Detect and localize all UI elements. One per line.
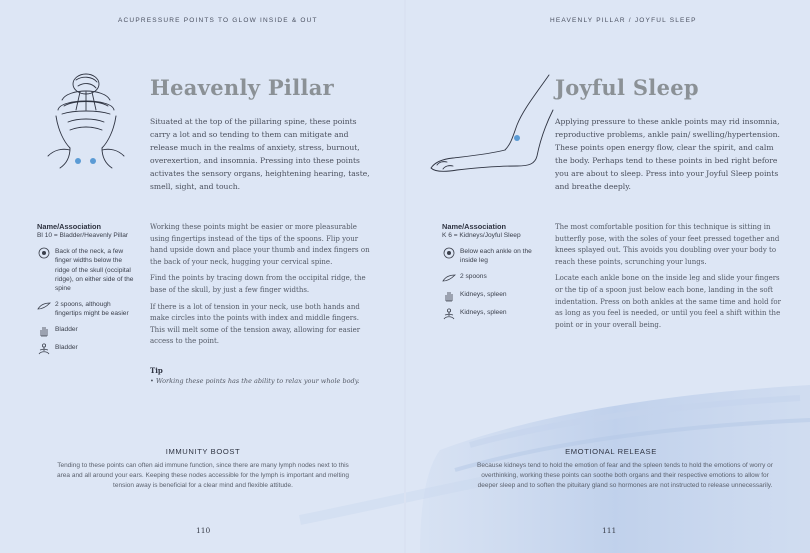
hand-icon bbox=[442, 290, 456, 302]
sidebar-heading: EMOTIONAL RELEASE bbox=[565, 447, 657, 456]
tool-row bbox=[37, 300, 137, 319]
hand-icon bbox=[37, 325, 51, 337]
association-code: K 6 = Kidneys/Joyful Sleep bbox=[442, 232, 521, 240]
organ-row-2 bbox=[442, 308, 542, 320]
tool-row bbox=[442, 272, 542, 284]
head-back-illustration bbox=[40, 70, 132, 170]
association-heading: Name/Association bbox=[37, 222, 102, 231]
association-heading: Name/Association bbox=[442, 222, 507, 231]
target-icon bbox=[37, 247, 51, 259]
foot-illustration bbox=[425, 70, 555, 180]
meditation-icon bbox=[37, 343, 51, 355]
sidebar-text: Tending to these points can often aid immune function, since there are many lymph nodes next to this area and all around your ears. Keeping these nodes accessible for the lymph is important and melting tension away is beneficial for a clear mind and flexible attitude. bbox=[57, 462, 349, 489]
tool-text: 2 spoons bbox=[460, 272, 487, 280]
sidebar-heading: IMMUNITY BOOST bbox=[165, 447, 241, 456]
page-number: 110 bbox=[196, 526, 211, 535]
organ-text-1: Bladder bbox=[55, 325, 78, 333]
organ-row-2 bbox=[37, 343, 137, 355]
body-paragraph: Locate each ankle bone on the inside leg and slide your fingers or the tip of a spoon just below each bone, landing in the soft indentation. Press on both ankles at the same time and hold for as long as you feel is needed, or until you feel a shift within the point or in your overall being. bbox=[555, 274, 781, 329]
page-title: Heavenly Pillar bbox=[150, 75, 335, 100]
body-paragraph: Find the points by tracing down from the occipital ridge, the base of the skull, by just a few finger widths. bbox=[150, 274, 366, 294]
association-panel bbox=[442, 222, 542, 320]
location-row bbox=[442, 247, 542, 266]
organ-row-1 bbox=[37, 325, 137, 337]
body-text bbox=[555, 222, 783, 336]
tool-text: 2 spoons, although fingertips might be easier bbox=[55, 300, 129, 318]
tip-block bbox=[150, 366, 380, 386]
page-number: 111 bbox=[602, 526, 617, 535]
body-paragraph: Working these points might be easier or more pleasurable using fingertips instead of the tips of the spoons. Flip your hand upside down and place your thumb and index fingers on the back of your neck, hugging your cervical spine. bbox=[150, 223, 370, 266]
spoon-icon bbox=[37, 300, 51, 312]
sidebar-text: Because kidneys tend to hold the emotion of fear and the spleen tends to hold the emotions of worry or overthinking, working these points can soothe both organs and their respective emotions to allow for deeper sleep and to soften the pituitary gland so hormones are not instructed to release unnecessarily. bbox=[477, 462, 773, 489]
organ-text-1: Kidneys, spleen bbox=[460, 290, 507, 298]
organ-text-2: Bladder bbox=[55, 343, 78, 351]
location-text: Back of the neck, a few finger widths below the ridge of the skull (occipital ridge), on either side of the spine bbox=[55, 247, 134, 293]
association-panel bbox=[37, 222, 137, 355]
location-row bbox=[37, 247, 137, 294]
running-head: HEAVENLY PILLAR / JOYFUL SLEEP bbox=[550, 17, 697, 24]
organ-row-1 bbox=[442, 290, 542, 302]
intro-text: Applying pressure to these ankle points may rid insomnia, reproductive problems, ankle pain/ swelling/hypertension. These points open energy flow, clear the spirit, and calm the body. Perhaps tend to these points in bed right before you are about to sleep. Press into your Joyful Sleep points and breathe deeply. bbox=[555, 117, 780, 191]
running-head: ACUPRESSURE POINTS TO GLOW INSIDE & OUT bbox=[118, 17, 318, 24]
tip-text: • Working these points has the ability to relax your whole body. bbox=[150, 377, 360, 385]
tip-label: Tip bbox=[150, 366, 163, 375]
spoon-icon bbox=[442, 272, 456, 284]
organ-text-2: Kidneys, spleen bbox=[460, 308, 507, 316]
meditation-icon bbox=[442, 308, 456, 320]
body-text bbox=[150, 222, 372, 353]
body-paragraph: If there is a lot of tension in your neck, use both hands and make circles into the points with index and middle fingers. This will melt some of the tension away, allowing for easier access to the point. bbox=[150, 302, 361, 346]
target-icon bbox=[442, 247, 456, 259]
right-page bbox=[405, 0, 810, 553]
body-paragraph: The most comfortable position for this technique is sitting in butterfly pose, with the soles of your feet pressed together and knees splayed out. This avoids you doubling over your body to reach these points, scrunching your lungs. bbox=[555, 223, 780, 266]
page-title: Joyful Sleep bbox=[555, 75, 699, 100]
association-code: Bl 10 = Bladder/Heavenly Pillar bbox=[37, 232, 129, 240]
location-text: Below each ankle on the inside leg bbox=[460, 247, 532, 265]
intro-text: Situated at the top of the pillaring spine, these points carry a lot and so tending to them can mitigate and release much in the realms of anxiety, stress, burnout, overexertion, and insomnia. Pressing into these points activates the sensory organs, heightening hearing, taste, smell, sight, and touch. bbox=[150, 117, 370, 191]
